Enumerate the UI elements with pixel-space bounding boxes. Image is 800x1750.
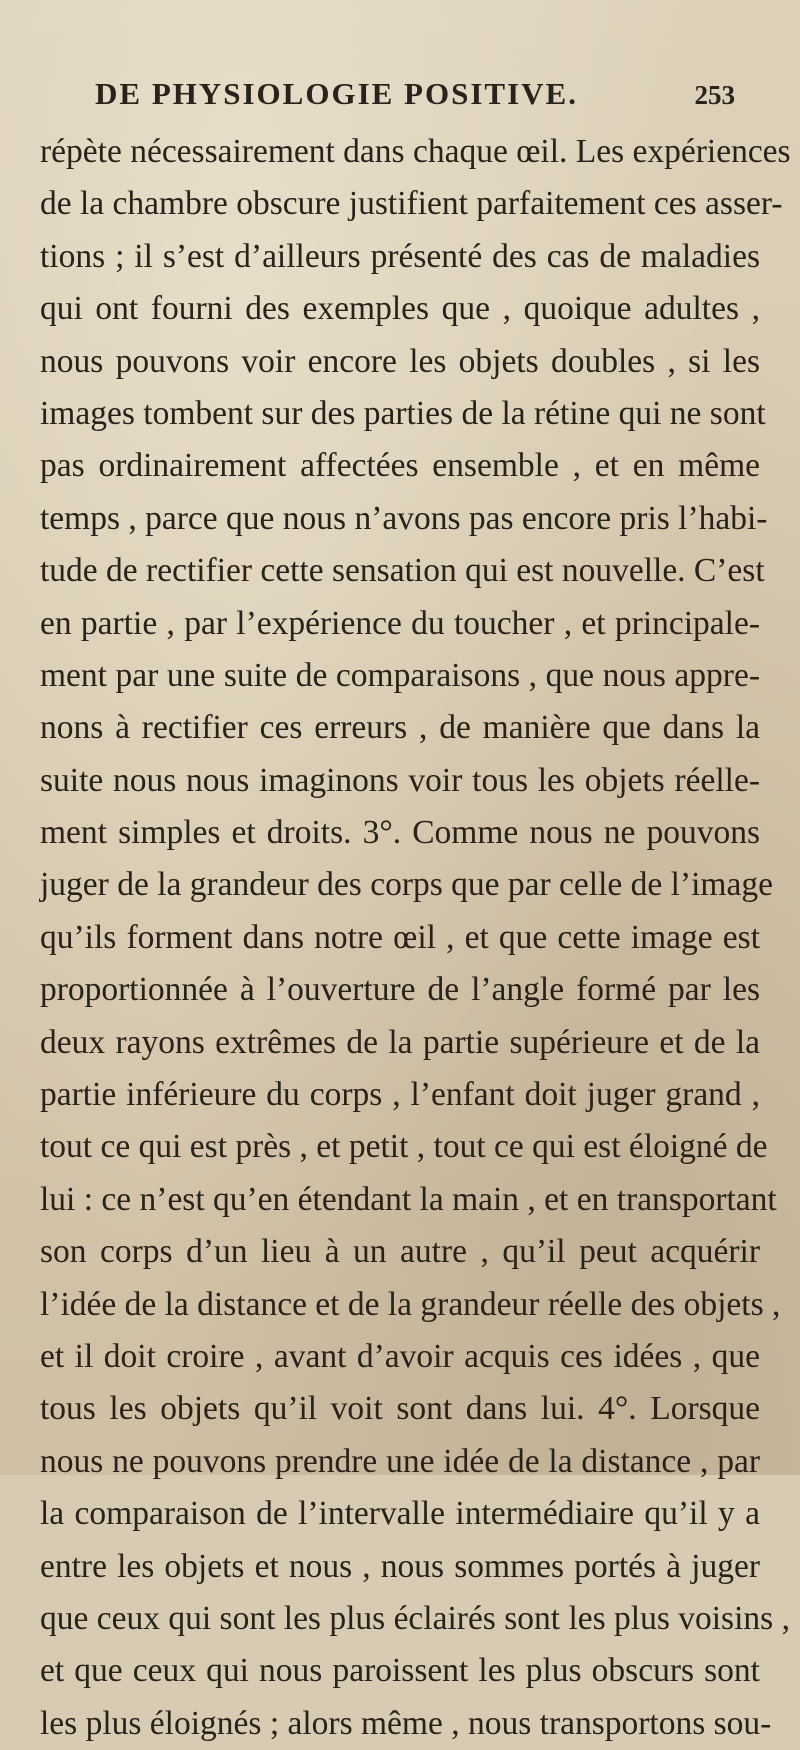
- text-line: ment par une suite de comparaisons , que nous appre-: [40, 656, 760, 694]
- text-line: lui : ce n’est qu’en étendant la main , et en transportant: [40, 1180, 777, 1218]
- text-line: qui ont fourni des exemples que , quoique adultes ,: [40, 290, 760, 328]
- page-number: 253: [694, 80, 735, 110]
- text-line: pas ordinairement affectées ensemble , et en même: [40, 447, 760, 485]
- text-line: et que ceux qui nous paroissent les plus obscurs sont: [40, 1652, 760, 1690]
- running-title: DE PHYSIOLOGIE POSITIVE.: [95, 76, 578, 111]
- text-line: temps , parce que nous n’avons pas encore pris l’habi-: [40, 499, 768, 537]
- text-line: qu’ils forment dans notre œil , et que cette image est: [40, 918, 760, 956]
- text-line: tous les objets qu’il voit sont dans lui. 4°. Lorsque: [40, 1390, 760, 1428]
- text-line: partie inférieure du corps , l’enfant doit juger grand ,: [40, 1076, 760, 1114]
- text-line: ment simples et droits. 3°. Comme nous ne pouvons: [40, 814, 760, 852]
- body-text: [40, 126, 791, 1750]
- text-line: tout ce qui est près , et petit , tout ce qui est éloigné de: [40, 1128, 768, 1166]
- text-line: nous pouvons voir encore les objets doubles , si les: [40, 342, 760, 380]
- text-line: les plus éloignés ; alors même , nous transportons sou-: [40, 1704, 772, 1742]
- text-line: son corps d’un lieu à un autre , qu’il peut acquérir: [40, 1233, 760, 1271]
- text-line: tions ; il s’est d’ailleurs présenté des cas de maladies: [40, 237, 760, 275]
- text-line: entre les objets et nous , nous sommes portés à juger: [40, 1547, 760, 1585]
- text-line: tude de rectifier cette sensation qui est nouvelle. C’est: [40, 552, 765, 590]
- text-line: répète nécessairement dans chaque œil. Les expériences: [40, 133, 791, 170]
- text-line: en partie , par l’expérience du toucher , et principale-: [40, 604, 760, 642]
- text-line: de la chambre obscure justifient parfaitement ces asser-: [40, 185, 783, 223]
- text-line: proportionnée à l’ouverture de l’angle formé par les: [40, 971, 760, 1009]
- text-line: juger de la grandeur des corps que par celle de l’image: [40, 866, 773, 904]
- text-line: deux rayons extrêmes de la partie supérieure et de la: [40, 1023, 760, 1061]
- text-line: et il doit croire , avant d’avoir acquis ces idées , que: [40, 1337, 760, 1375]
- text-line: suite nous nous imaginons voir tous les objets réelle-: [40, 761, 760, 799]
- text-line: nous ne pouvons prendre une idée de la distance , par: [40, 1442, 760, 1480]
- running-head: [95, 76, 735, 116]
- text-line: images tombent sur des parties de la rétine qui ne sont: [40, 394, 766, 432]
- text-line: nons à rectifier ces erreurs , de manière que dans la: [40, 709, 760, 747]
- text-line: l’idée de la distance et de la grandeur réelle des objets ,: [40, 1285, 781, 1323]
- text-line: la comparaison de l’intervalle intermédiaire qu’il y a: [40, 1495, 760, 1533]
- text-line: que ceux qui sont les plus éclairés sont les plus voisins ,: [40, 1599, 790, 1637]
